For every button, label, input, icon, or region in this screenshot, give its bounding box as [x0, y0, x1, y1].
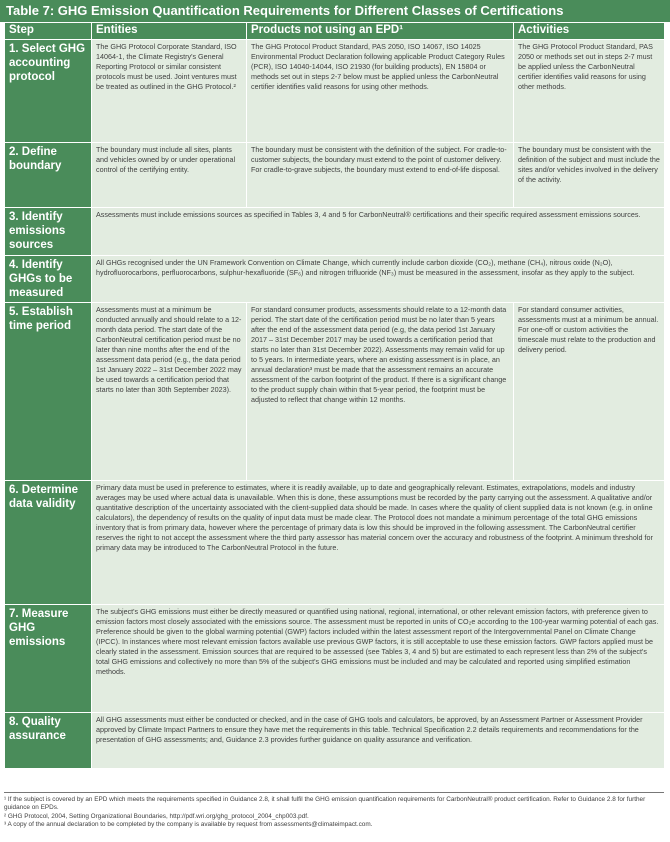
step-label: 5. Establish time period [5, 303, 92, 481]
table-title: Table 7: GHG Emission Quantification Requirements for Different Classes of Certifications [0, 0, 670, 22]
products-cell: The boundary must be consistent with the definition of the subject. For cradle-to-customer subjects, the boundary must extend to the point of customer delivery. For cradle-to-grave subjects, the boundary must extend to end-of-life disposal. [247, 143, 514, 208]
table-row [5, 208, 665, 256]
entities-cell: Assessments must at a minimum be conducted annually and should relate to a 12-month data period. The start date of the CarbonNeutral certification period must be no later than nine months after the end of the assessment data period (e.g., the data period 1st January 2022 – 31st December 2022 may be used towards a certification period that starts no later than 30th September 2023). [92, 303, 247, 481]
step-label: 7. Measure GHG emissions [5, 605, 92, 713]
merged-cell: All GHG assessments must either be conducted or checked, and in the case of GHG tools and calculators, be approved, by an Assessment Partner or Assessment Provider approved by Climate Impact Partners to ensure they have met the requirements in this table. Technical Specification 2.2 details requirements and recommendations for the presentation of GHG assessments; and, Guidance 2.3 provides further guidance on quality assurance and verification. [92, 713, 665, 769]
entities-cell: The boundary must include all sites, plants and vehicles owned by or under operational control of the certifying entity. [92, 143, 247, 208]
products-cell: For standard consumer products, assessments should relate to a 12-month data period. The start date of the certification period must be no later than 5 years after the end of the assessment data period (e.g, the data period 1st January 2017 – 31st December 2017 may be used towards a certification period that starts no later than 31st December 2022). Assessments may remain valid for up to 5 years. In intermediate years, where an existing assessment is in place, an annual declaration³ must be made that the assessment remains an accurate assessment of the carbon footprint of the product. If there is a significant change to the product supply chain within that 5-year period, the footprint must be adjusted to reflect that change within 12 months. [247, 303, 514, 481]
merged-cell: Assessments must include emissions sources as specified in Tables 3, 4 and 5 for CarbonNeutral® certifications and their specific required assessment emissions sources. [92, 208, 665, 256]
table-row [5, 256, 665, 303]
merged-cell: The subject's GHG emissions must either be directly measured or quantified using national, regional, international, or other relevant emission factors, with preference given to emission factors most closely associated with the emissions source. The assessment must be reported in units of CO₂e according to the 100-year warming potential of each gas. Preference should be given to the global warming potential (GWP) factors included within the latest assessment report of the Intergovernmental Panel on Climate Change (IPCC). In instances where most relevant emission factors available use previous GWP factors, it is still acceptable to use these emission factors. GWP factors applied must be clearly stated in the assessment. Emission sources that are required to be assessed (see Tables 3, 4 and 5) but are estimated to each represent less than 2% of the subject's total GHG emissions and collectively no more than 5% of the subject's GHG emissions must be included and may be calculated and reported using simplified estimation methods. [92, 605, 665, 713]
header-activities: Activities [514, 23, 665, 40]
footnote-3: ³ A copy of the annual declaration to be completed by the company is available by request from assessments@climateimpact.com. [4, 821, 373, 829]
footnote-2: ² GHG Protocol, 2004, Setting Organizational Boundaries, http://pdf.wri.org/ghg_protocol_2004_chp003.pdf. [4, 812, 309, 820]
table-header-row [5, 23, 665, 40]
entities-cell: The GHG Protocol Corporate Standard, ISO 14064-1, the Climate Registry's General Reporting Protocol or similar consistent protocols must be used. Joint ventures must be treated as outlined in the GHG Protocol.² [92, 40, 247, 143]
table-row [5, 713, 665, 769]
ghg-requirements-table [4, 22, 665, 769]
activities-cell: The boundary must be consistent with the definition of the subject and must include the sites and/or vehicles involved in the delivery of the activity. [514, 143, 665, 208]
activities-cell: The GHG Protocol Product Standard, PAS 2050 or methods set out in steps 2-7 must be applied unless the CarbonNeutral certifier identifies valid reasons for using other methods. [514, 40, 665, 143]
merged-cell: Primary data must be used in preference to estimates, where it is readily available, up to date and geographically relevant. Estimates, extrapolations, models and industry averages may be used where actual data is unavailable. When this is done, these assumptions must be recorded by the party carrying out the assessment. A qualitative and/or quantitative description of the uncertainty associated with the client-supplied data should be made. In cases where the quality of client supplied data is not known (e.g. in online calculators), the dependency of results on the quality of input data must be made clear. The Protocol does not mandate a minimum percentage of the total GHG emissions inventory that is from primary data, however where the percentage of primary data is low this should be improved in the following assessment. The CarbonNeutral certifier reserves the right to not accept the assessment where the third party assessor has material concern over the accuracy and robustness of the footprint. A minimum threshold for primary data may be introduced to The CarbonNeutral Protocol in the future. [92, 481, 665, 605]
step-label: 4. Identify GHGs to be measured [5, 256, 92, 303]
table-row [5, 481, 665, 605]
header-step: Step [5, 23, 92, 40]
step-label: 8. Quality assurance [5, 713, 92, 769]
footnote-1: ¹ If the subject is covered by an EPD which meets the requirements specified in Guidance 2.8, it shall fulfil the GHG emission quantification requirements for CarbonNeutral® product certification. Refer to Guidance 2.8 for further guidance on EPDs. [4, 796, 646, 812]
header-products: Products not using an EPD¹ [247, 23, 514, 40]
table-row [5, 303, 665, 481]
table-row [5, 605, 665, 713]
step-label: 1. Select GHG accounting protocol [5, 40, 92, 143]
step-label: 3. Identify emissions sources [5, 208, 92, 256]
products-cell: The GHG Protocol Product Standard, PAS 2050, ISO 14067, ISO 14025 Environmental Product Declaration following applicable Product Category Rules (PCR), ISO 14040-14044, ISO 21930 (for building products), EN 15804 or methods set out in steps 2-7 below must be applied unless the CarbonNeutral certifier identifies valid reasons for using other methods. [247, 40, 514, 143]
step-label: 6. Determine data validity [5, 481, 92, 605]
table-row [5, 143, 665, 208]
footnotes [4, 792, 664, 830]
merged-cell: All GHGs recognised under the UN Framework Convention on Climate Change, which currently include carbon dioxide (CO₂), methane (CH₄), nitrous oxide (N₂O), hydrofluorocarbons, perfluorocarbons, sulphur-hexafluoride (SF₆) and nitrogen trifluoride (NF₃) must be measured in the assessment, insofar as they apply to the subject. [92, 256, 665, 303]
header-entities: Entities [92, 23, 247, 40]
step-label: 2. Define boundary [5, 143, 92, 208]
table-row [5, 40, 665, 143]
activities-cell: For standard consumer activities, assessments must at a minimum be annual. For one-off or custom activities the timescale must relate to the production and delivery period. [514, 303, 665, 481]
